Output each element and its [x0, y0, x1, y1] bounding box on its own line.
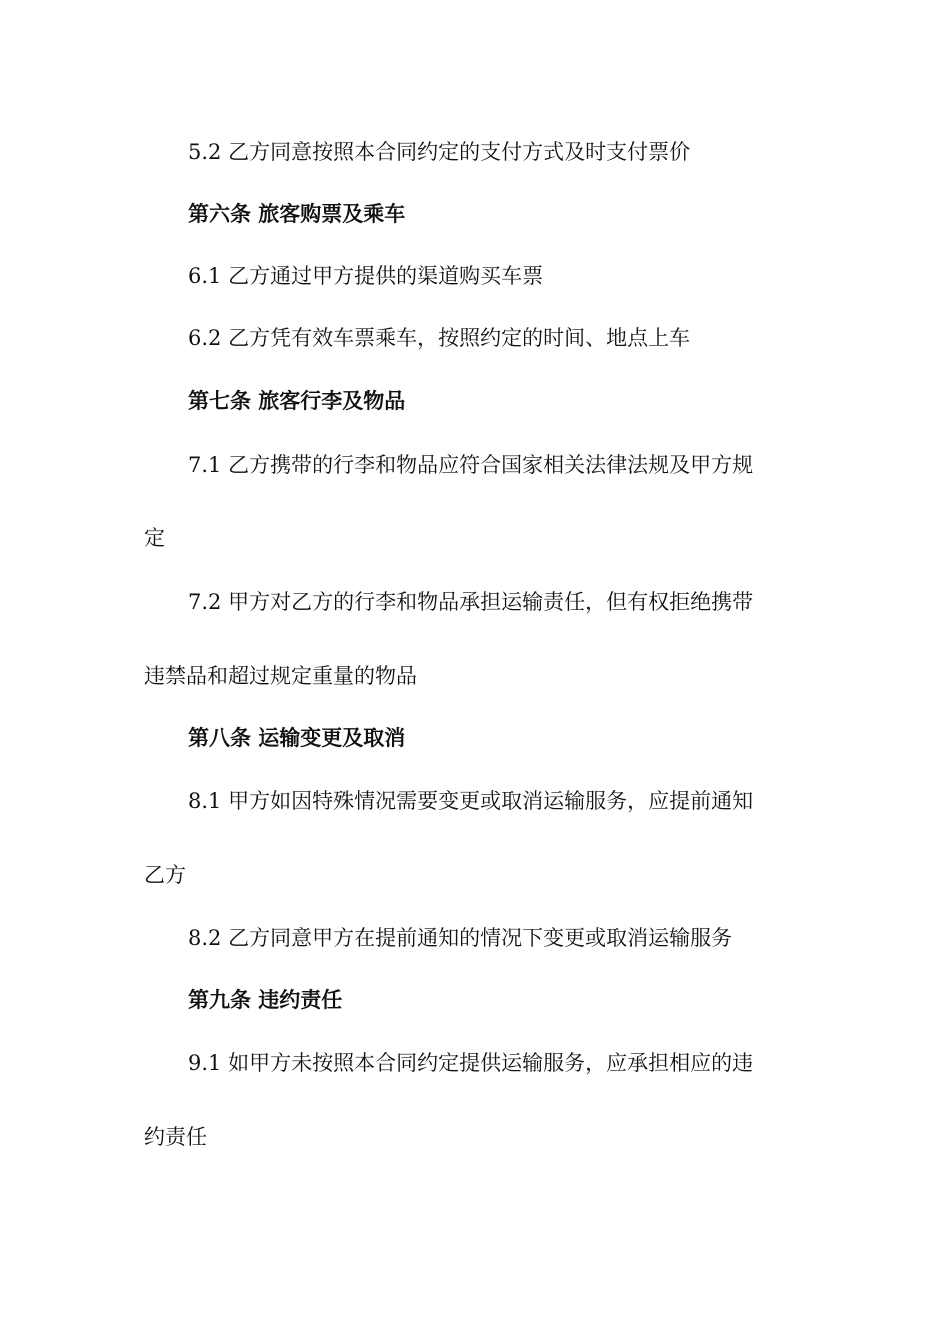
clause-8-1-line-2: 乙方 — [144, 863, 186, 887]
article-6-heading: 第六条 旅客购票及乘车 — [188, 202, 406, 226]
clause-7-2-line-2: 违禁品和超过规定重量的物品 — [144, 664, 417, 688]
clause-7-1-line-2: 定 — [144, 526, 165, 550]
clause-9-1-line-1: 9.1 如甲方未按照本合同约定提供运输服务，应承担相应的违 — [188, 1051, 754, 1075]
clause-8-2: 8.2 乙方同意甲方在提前通知的情况下变更或取消运输服务 — [188, 926, 733, 950]
article-9-heading: 第九条 违约责任 — [188, 988, 343, 1012]
clause-5-2: 5.2 乙方同意按照本合同约定的支付方式及时支付票价 — [188, 140, 691, 164]
article-7-heading: 第七条 旅客行李及物品 — [188, 389, 406, 413]
clause-6-1: 6.1 乙方通过甲方提供的渠道购买车票 — [188, 264, 544, 288]
clause-8-1-line-1: 8.1 甲方如因特殊情况需要变更或取消运输服务，应提前通知 — [188, 789, 754, 813]
article-8-heading: 第八条 运输变更及取消 — [188, 726, 406, 750]
clause-7-2-line-1: 7.2 甲方对乙方的行李和物品承担运输责任，但有权拒绝携带 — [188, 590, 754, 614]
clause-6-2: 6.2 乙方凭有效车票乘车，按照约定的时间、地点上车 — [188, 326, 691, 350]
clause-7-1-line-1: 7.1 乙方携带的行李和物品应符合国家相关法律法规及甲方规 — [188, 453, 754, 477]
clause-9-1-line-2: 约责任 — [144, 1125, 207, 1149]
